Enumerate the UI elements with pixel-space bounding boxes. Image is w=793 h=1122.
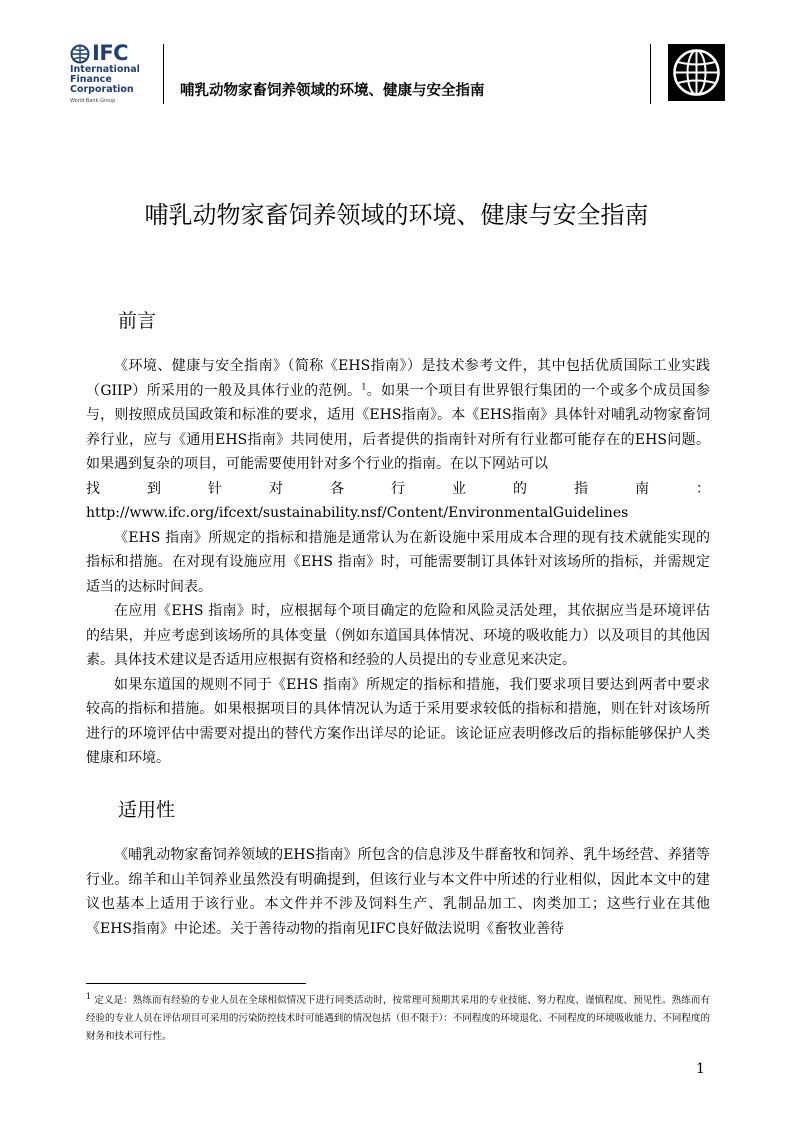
spread-char: 针 (208, 480, 222, 497)
spread-char: 各 (330, 480, 344, 497)
spread-char: 的 (513, 480, 527, 497)
footnote-text: 定义是：熟练而有经验的专业人员在全球相似情况下进行同类活动时，按常理可预期其采用的专业技能、努力程度、谨慎程度、预见性。熟练而有经验的专业人员在评估项目可采用的污染防控技术时可能遇到的情况包括（但不限于）：不同程度的环境退化、不同程度的环境吸收能力、不同程度的财务和技术可行性。 (86, 995, 710, 1042)
spread-char: ： (696, 480, 710, 497)
ifc-logo-line: International (70, 64, 140, 75)
ifc-logo-group: World Bank Group (70, 98, 116, 104)
spread-char: 找 (86, 480, 100, 497)
applicability-paragraph-1: 《哺乳动物家畜饲养领域的EHS指南》所包含的信息涉及牛群畜牧和饲养、乳牛场经营、养猪等行业。绵羊和山羊饲养业虽然没有明确提到，但该行业与本文件中所述的行业相似，因此本文中的建议也基本上适用于该行业。本文件并不涉及饲料生产、乳制品加工、肉类加工；这些行业在其他《EHS指南》中论述。关于善待动物的指南见IFC良好做法说明《畜牧业善待 (86, 847, 710, 937)
preface-text: 《环境、健康与安全指南》（简称《EHS指南》）是技术参考文件，其中包括优质国际工业实践（GIIP）所采用的一般及具体行业的范例。 (86, 358, 710, 399)
header-divider-left (163, 44, 164, 104)
header-divider-right (650, 44, 651, 104)
ifc-globe-icon (70, 44, 94, 64)
page-header (0, 0, 793, 120)
spread-line (86, 477, 710, 502)
spread-char: 行 (391, 480, 405, 497)
spread-char: 业 (452, 480, 466, 497)
world-bank-globe-icon (668, 44, 725, 101)
spread-char: 对 (269, 480, 283, 497)
spread-char: 南 (635, 480, 649, 497)
preface-heading: 前言 (118, 310, 157, 332)
preface-text: 。如果一个项目有世界银行集团的一个或多个成员国参与，则按照成员国政策和标准的要求，适用《EHS指南》。本《EHS指南》具体针对哺乳动物家畜饲养行业，应与《通用EHS指南》共同使用，后者提供的指南针对所有行业都可能存在的EHS问题。如果遇到复杂的项目，可能需要使用针对多个行业的指南。在以下网站可以 (86, 382, 710, 472)
preface-paragraph-3: 在应用《EHS 指南》时，应根据每个项目确定的危险和风险灵活处理，其依据应当是环境评估的结果，并应考虑到该场所的具体变量（例如东道国具体情况、环境的吸收能力）以及项目的其他因素。具体技术建议是否适用应根据有资格和经验的人员提出的专业意见来决定。 (86, 603, 710, 668)
ifc-logo (70, 41, 160, 110)
ifc-logo-name (70, 65, 140, 95)
ifc-logo-line: Corporation (70, 84, 134, 95)
ifc-logo-line: Finance (70, 74, 112, 85)
page-number: 1 (696, 1061, 705, 1077)
applicability-heading: 适用性 (118, 799, 176, 821)
spread-char: 到 (147, 480, 161, 497)
running-title: 哺乳动物家畜饲养领域的环境、健康与安全指南 (180, 83, 485, 99)
spread-char: 指 (574, 480, 588, 497)
footnote-ref[interactable]: 1 (361, 381, 367, 391)
preface-paragraph-1 (86, 354, 710, 477)
applicability-body (86, 843, 710, 941)
preface-paragraph-4: 如果东道国的规则不同于《EHS 指南》所规定的指标和措施，我们要求项目要达到两者中要求较高的指标和措施。如果根据项目的具体情况认为适于采用要求较低的指标和措施，则在针对该场所进行的环境评估中需要对提出的替代方案作出详尽的论证。该论证应表明修改后的指标能够保护人类健康和环境。 (86, 676, 710, 766)
ifc-logo-letters: IFC (92, 41, 129, 65)
preface-paragraph-2: 《EHS 指南》所规定的指标和措施是通常认为在新设施中采用成本合理的现有技术就能实现的指标和措施。在对现有设施应用《EHS 指南》时，可能需要制订具体针对该场所的指标，并需规定适当的达标时间表。 (86, 529, 710, 595)
footnote-mark: 1 (86, 991, 92, 1001)
document-title: 哺乳动物家畜饲养领域的环境、健康与安全指南 (144, 201, 649, 229)
footnote (86, 992, 710, 1046)
preface-body (86, 354, 710, 771)
footnote-rule (86, 983, 306, 984)
guidelines-url[interactable]: http://www.ifc.org/ifcext/sustainability.nsf/Content/EnvironmentalGuidelines (86, 505, 629, 521)
